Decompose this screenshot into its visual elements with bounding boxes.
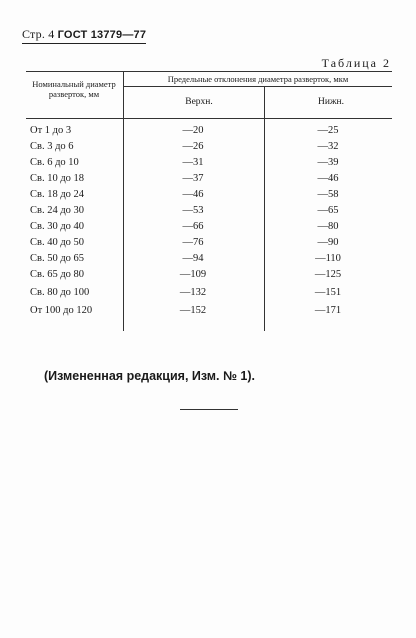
row-upper: —94 [182,253,204,264]
row-upper: —132 [179,287,207,298]
row-lower: —58 [317,189,339,200]
group-header-rule [123,86,392,87]
closing-separator [180,409,238,410]
amendment-note: (Измененная редакция, Изм. № 1). [44,369,255,383]
row-lower: —125 [314,269,342,280]
row-upper: —53 [182,205,204,216]
row-lower: —171 [314,305,342,316]
row-upper: —26 [182,141,204,152]
deviation-group-header: Предельные отклонения диаметра разверток, мкм [167,74,349,84]
diameter-column-header: Номинальный диаметр разверток, мм [32,79,116,99]
row-upper: —109 [179,269,207,280]
row-lower: —65 [317,205,339,216]
row-range: Св. 18 до 24 [30,189,85,200]
upper-column-header: Верхн. [185,97,213,107]
row-lower: —110 [315,253,341,264]
page-header [22,27,146,44]
row-lower: —39 [317,157,339,168]
row-upper: —76 [182,237,204,248]
table-top-rule [26,71,392,72]
row-range: Св. 30 до 40 [30,221,85,232]
row-lower: —80 [317,221,339,232]
row-lower: —90 [317,237,339,248]
row-range: От 100 до 120 [30,305,93,316]
row-upper: —20 [182,125,204,136]
lower-column-header: Нижн. [318,97,344,107]
page-number: Стр. 4 [22,27,55,41]
table-caption: Таблица 2 [321,56,391,70]
row-range: Св. 10 до 18 [30,173,85,184]
header-bottom-rule [26,118,392,119]
row-upper: —46 [182,189,204,200]
row-range: От 1 до 3 [30,125,72,136]
row-lower: —32 [317,141,339,152]
row-range: Св. 24 до 30 [30,205,85,216]
row-range: Св. 6 до 10 [30,157,79,168]
row-lower: —25 [317,125,339,136]
row-range: Св. 50 до 65 [30,253,85,264]
standard-number: ГОСТ 13779—77 [57,29,147,41]
row-range: Св. 40 до 50 [30,237,85,248]
row-upper: —37 [182,173,204,184]
diameter-column-divider [123,71,124,331]
upper-lower-divider [264,86,265,331]
row-upper: —152 [179,305,207,316]
row-lower: —46 [317,173,339,184]
row-upper: —31 [182,157,204,168]
row-upper: —66 [182,221,204,232]
row-range: Св. 65 до 80 [30,269,85,280]
row-range: Св. 80 до 100 [30,287,90,298]
row-range: Св. 3 до 6 [30,141,74,152]
row-lower: —151 [314,287,342,298]
